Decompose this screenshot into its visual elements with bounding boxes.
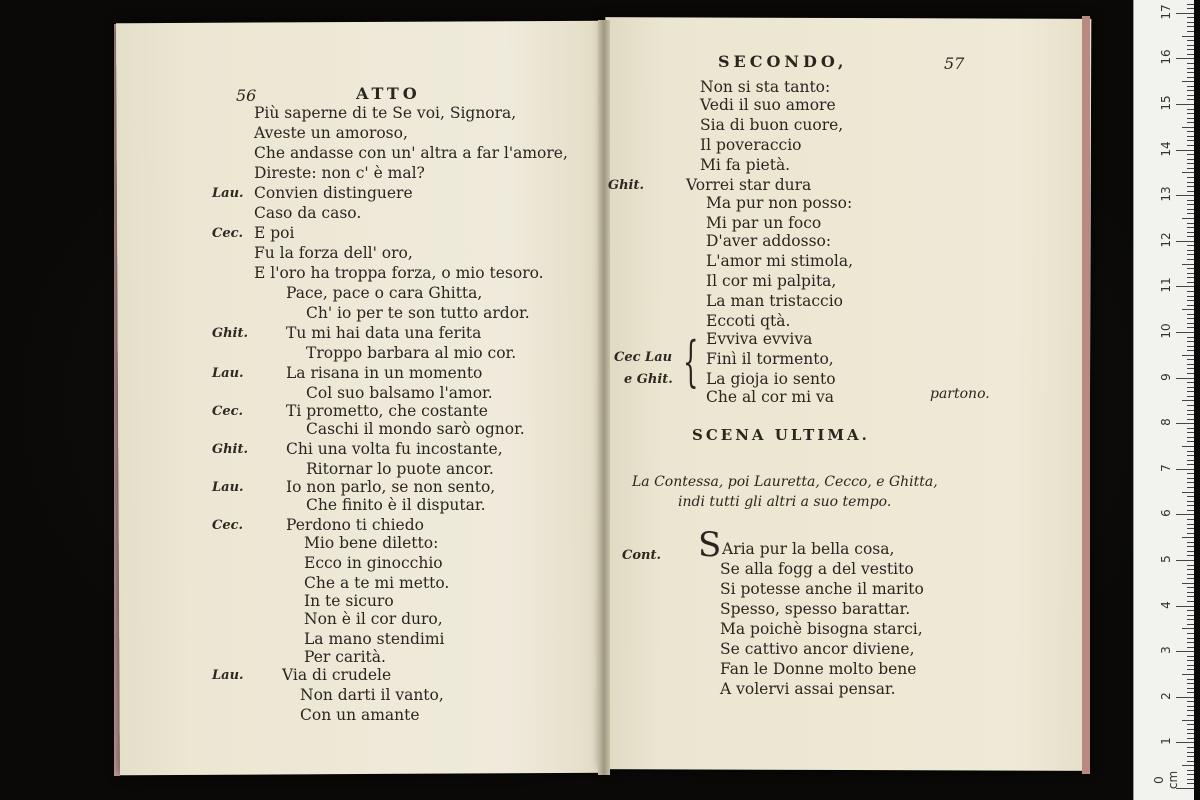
ruler-tick	[1187, 373, 1194, 374]
ruler-tick	[1176, 150, 1194, 151]
ruler-tick	[1187, 63, 1194, 64]
ruler-tick	[1187, 528, 1194, 529]
ruler-tick	[1182, 720, 1194, 721]
ruler-tick	[1187, 615, 1194, 616]
ruler-tick	[1187, 647, 1194, 648]
ruler-tick	[1182, 628, 1194, 629]
ruler-tick	[1187, 291, 1194, 292]
ruler-tick	[1187, 592, 1194, 593]
ruler-tick	[1182, 400, 1194, 401]
ruler-tick	[1187, 86, 1194, 87]
book-cover-edge-right	[1082, 16, 1090, 774]
ruler-tick	[1187, 277, 1194, 278]
ruler-label: 14	[1159, 140, 1173, 157]
ruler-tick	[1187, 551, 1194, 552]
verse-line: Per carità.	[304, 648, 386, 666]
ruler-tick	[1187, 268, 1194, 269]
ruler-tick	[1187, 455, 1194, 456]
ruler-tick	[1187, 752, 1194, 753]
ruler-tick	[1187, 396, 1194, 397]
ruler-tick	[1187, 4, 1194, 5]
ruler-tick	[1187, 341, 1194, 342]
ruler-tick	[1187, 487, 1194, 488]
ruler-tick	[1187, 72, 1194, 73]
ruler-tick	[1182, 355, 1194, 356]
ruler-tick	[1176, 651, 1194, 652]
ruler-tick	[1187, 254, 1194, 255]
ruler-tick	[1187, 250, 1194, 251]
verse-line: In te sicuro	[304, 592, 394, 610]
ruler-tick	[1187, 177, 1194, 178]
ruler-tick	[1187, 259, 1194, 260]
ruler-tick	[1187, 323, 1194, 324]
ruler-label: 7	[1159, 463, 1173, 472]
verse-line: L'amor mi stimola,	[706, 252, 854, 270]
ruler-tick	[1187, 314, 1194, 315]
ruler-label: 13	[1159, 186, 1173, 202]
ruler-tick	[1187, 227, 1194, 228]
ruler-label: 9	[1159, 372, 1173, 381]
speaker-label: Lau.	[212, 668, 244, 683]
ruler-label: 6	[1159, 509, 1173, 518]
ruler-tick	[1176, 514, 1194, 515]
aria-line: Aria pur la bella cosa,	[722, 540, 895, 558]
ruler-tick	[1187, 213, 1194, 214]
ruler-tick	[1187, 77, 1194, 78]
ruler-label: 16	[1159, 49, 1173, 66]
ruler-tick	[1187, 118, 1194, 119]
ruler-tick	[1176, 104, 1194, 105]
aria-line: Se alla fogg a del vestito	[720, 560, 914, 578]
ruler-tick	[1187, 546, 1194, 547]
ruler-label: 4	[1159, 600, 1173, 609]
ruler-tick	[1187, 610, 1194, 611]
verse-line: Io non parlo, se non sento,	[286, 478, 496, 496]
ruler-tick	[1187, 95, 1194, 96]
verse-line: Che a te mi metto.	[304, 574, 450, 592]
ruler-tick	[1187, 45, 1194, 46]
ruler-tick	[1176, 697, 1194, 698]
ruler-tick	[1182, 264, 1194, 265]
ruler-label: 1	[1159, 737, 1173, 746]
ruler-tick	[1187, 154, 1194, 155]
verse-line: Il cor mi palpita,	[706, 272, 837, 290]
ruler-tick	[1182, 583, 1194, 584]
ruler-tick	[1176, 378, 1194, 379]
ruler-tick	[1187, 113, 1194, 114]
right-page-header: SECONDO,	[718, 52, 848, 71]
ruler-tick	[1187, 555, 1194, 556]
verse-line: Caso da caso.	[254, 204, 362, 222]
ruler-tick	[1187, 524, 1194, 525]
ruler-label: 5	[1159, 555, 1173, 563]
ruler-tick	[1187, 473, 1194, 474]
speaker-label: Cec.	[212, 226, 244, 241]
ruler-tick	[1176, 58, 1194, 59]
speaker-label: Ghit.	[212, 326, 249, 341]
drop-cap: S	[698, 525, 722, 565]
scene-title: SCENA ULTIMA.	[692, 426, 870, 444]
speaker-label: Cec.	[212, 518, 244, 533]
ruler-tick	[1176, 560, 1194, 561]
verse-line: Che al cor mi va	[706, 388, 834, 406]
aria-line: Si potesse anche il marito	[720, 580, 924, 598]
verse-line: Eccoti qtà.	[706, 312, 791, 330]
ruler-tick	[1187, 729, 1194, 730]
ruler-tick	[1187, 733, 1194, 734]
ruler-tick	[1187, 519, 1194, 520]
verse-line: Mio bene diletto:	[304, 534, 439, 552]
ruler-label: 3	[1159, 646, 1173, 655]
ruler-tick	[1187, 738, 1194, 739]
verse-line: Mi fa pietà.	[700, 156, 791, 174]
ruler-tick	[1187, 761, 1194, 762]
ruler-tick	[1187, 49, 1194, 50]
ruler-tick	[1187, 282, 1194, 283]
ruler-tick	[1187, 656, 1194, 657]
aria-line: Ma poichè bisogna starci,	[720, 620, 923, 638]
verse-line: La mano stendimi	[304, 630, 445, 648]
verse-line: Perdono ti chiedo	[286, 516, 424, 534]
ruler-tick	[1187, 756, 1194, 757]
verse-line: Ma pur non posso:	[706, 194, 853, 212]
speaker-label: Cec.	[212, 404, 244, 419]
verse-line: Non si sta tanto:	[700, 78, 831, 96]
ruler-tick	[1187, 601, 1194, 602]
ruler-tick	[1187, 770, 1194, 771]
ruler-tick	[1187, 300, 1194, 301]
ruler-tick	[1187, 638, 1194, 639]
speaker-label: Ghit.	[608, 178, 645, 193]
speaker-label: Lau.	[212, 186, 244, 201]
group-speaker-label: Cec Lau	[614, 350, 673, 365]
ruler-tick	[1187, 204, 1194, 205]
ruler-tick	[1187, 432, 1194, 433]
ruler-tick	[1182, 309, 1194, 310]
ruler-tick	[1187, 574, 1194, 575]
ruler-tick	[1187, 140, 1194, 141]
ruler-tick	[1182, 36, 1194, 37]
ruler-tick	[1182, 446, 1194, 447]
ruler-tick	[1182, 172, 1194, 173]
ruler-tick	[1187, 619, 1194, 620]
verse-line: D'aver addosso:	[706, 232, 832, 250]
ruler-label: 12	[1159, 232, 1173, 248]
verse-line: Direste: non c' è mal?	[254, 164, 425, 182]
ruler-tick	[1187, 318, 1194, 319]
ruler-label: 8	[1159, 418, 1173, 427]
ruler-tick	[1187, 660, 1194, 661]
verse-line: Col suo balsamo l'amor.	[306, 384, 493, 402]
ruler-tick	[1176, 13, 1194, 14]
verse-line: Che finito è il disputar.	[306, 496, 486, 514]
aria-speaker: Cont.	[622, 548, 661, 563]
ruler-tick	[1187, 145, 1194, 146]
ruler-tick	[1187, 496, 1194, 497]
ruler-tick	[1187, 31, 1194, 32]
ruler-tick	[1176, 606, 1194, 607]
ruler-tick	[1182, 674, 1194, 675]
ruler-tick	[1187, 17, 1194, 18]
ruler-tick	[1176, 469, 1194, 470]
ruler-tick	[1187, 382, 1194, 383]
left-page-number: 56	[236, 86, 257, 105]
ruler-tick	[1187, 90, 1194, 91]
ruler-tick	[1176, 286, 1194, 287]
ruler-tick	[1187, 669, 1194, 670]
verse-line: Il poveraccio	[700, 136, 802, 154]
ruler-tick	[1187, 236, 1194, 237]
ruler-tick	[1187, 464, 1194, 465]
stage-direction: partono.	[930, 386, 990, 402]
ruler-tick	[1187, 350, 1194, 351]
ruler-tick	[1187, 54, 1194, 55]
speaker-label: Ghit.	[212, 442, 249, 457]
ruler-label: 15	[1159, 95, 1173, 111]
ruler-tick	[1187, 337, 1194, 338]
ruler-tick	[1187, 131, 1194, 132]
ruler-label: 2	[1159, 691, 1173, 700]
brace-mark: {	[683, 330, 699, 393]
ruler-tick	[1187, 482, 1194, 483]
ruler-tick	[1187, 245, 1194, 246]
ruler-tick	[1187, 327, 1194, 328]
verse-line: Ti prometto, che costante	[286, 402, 488, 420]
verse-line: Convien distinguere	[254, 184, 413, 202]
verse-line: Che andasse con un' altra a far l'amore,	[254, 144, 568, 162]
ruler-tick	[1187, 26, 1194, 27]
ruler-tick	[1182, 492, 1194, 493]
verse-line: Pace, pace o cara Ghitta,	[286, 284, 483, 302]
ruler-tick	[1182, 537, 1194, 538]
ruler-tick	[1187, 122, 1194, 123]
speaker-label: Lau.	[212, 366, 244, 381]
verse-line: Ch' io per te son tutto ardor.	[306, 304, 530, 322]
verse-line: Ecco in ginocchio	[304, 554, 443, 572]
ruler-tick	[1187, 596, 1194, 597]
ruler-tick	[1187, 633, 1194, 634]
ruler-tick	[1187, 186, 1194, 187]
ruler-tick	[1187, 346, 1194, 347]
ruler-tick	[1187, 232, 1194, 233]
ruler-tick	[1187, 701, 1194, 702]
ruler-tick	[1187, 437, 1194, 438]
ruler-label: 10	[1159, 323, 1173, 339]
ruler-tick	[1187, 428, 1194, 429]
verse-line: Vedi il suo amore	[700, 96, 836, 114]
ruler-tick	[1187, 368, 1194, 369]
aria-line: A volervi assai pensar.	[720, 680, 896, 698]
verse-line: La gioja io sento	[706, 370, 836, 388]
ruler-label: 17	[1159, 4, 1173, 20]
ruler-tick	[1187, 182, 1194, 183]
ruler-tick	[1182, 218, 1194, 219]
ruler-tick	[1187, 387, 1194, 388]
ruler-tick	[1187, 510, 1194, 511]
verse-line: Vorrei star dura	[686, 176, 812, 194]
cast-line-1: La Contessa, poi Lauretta, Cecco, e Ghitta,	[632, 474, 938, 490]
ruler-tick	[1187, 779, 1194, 780]
ruler-tick	[1187, 679, 1194, 680]
ruler-tick	[1187, 642, 1194, 643]
ruler-tick	[1187, 200, 1194, 201]
ruler-tick	[1187, 478, 1194, 479]
ruler-label: 0 cm	[1152, 770, 1180, 790]
verse-line: Mi par un foco	[706, 214, 822, 232]
ruler-tick	[1187, 419, 1194, 420]
verse-line: Sia di buon cuore,	[700, 116, 844, 134]
left-page-header: ATTO	[356, 84, 421, 103]
ruler-tick	[1187, 209, 1194, 210]
ruler-tick	[1187, 565, 1194, 566]
verse-line: Non è il cor duro,	[304, 610, 443, 628]
ruler-tick	[1187, 692, 1194, 693]
ruler-tick	[1187, 578, 1194, 579]
ruler-tick	[1187, 410, 1194, 411]
ruler-tick	[1187, 706, 1194, 707]
ruler-tick	[1176, 195, 1194, 196]
ruler-tick	[1187, 364, 1194, 365]
ruler-tick	[1187, 191, 1194, 192]
ruler-tick	[1187, 8, 1194, 9]
book-spine	[598, 20, 610, 775]
ruler-tick	[1187, 587, 1194, 588]
ruler-tick	[1187, 109, 1194, 110]
ruler-tick	[1187, 168, 1194, 169]
ruler-tick	[1187, 783, 1194, 784]
ruler-tick	[1187, 665, 1194, 666]
measuring-ruler	[1133, 0, 1194, 800]
ruler-tick	[1187, 68, 1194, 69]
ruler-tick	[1187, 391, 1194, 392]
ruler-tick	[1187, 305, 1194, 306]
ruler-tick	[1187, 414, 1194, 415]
ruler-tick	[1187, 747, 1194, 748]
group-speaker-label-2: e Ghit.	[624, 372, 673, 387]
ruler-tick	[1187, 460, 1194, 461]
speaker-label: Lau.	[212, 480, 244, 495]
right-page-number: 57	[944, 54, 965, 73]
ruler-tick	[1187, 273, 1194, 274]
verse-line: Troppo barbara al mio cor.	[306, 344, 517, 362]
ruler-tick	[1182, 81, 1194, 82]
ruler-tick	[1187, 159, 1194, 160]
ruler-tick	[1187, 40, 1194, 41]
verse-line: Con un amante	[300, 706, 420, 724]
ruler-tick	[1182, 127, 1194, 128]
verse-line: Ritornar lo puote ancor.	[306, 460, 494, 478]
ruler-tick	[1187, 22, 1194, 23]
aria-line: Se cattivo ancor diviene,	[720, 640, 915, 658]
ruler-tick	[1187, 724, 1194, 725]
ruler-tick	[1176, 241, 1194, 242]
verse-line: Non darti il vanto,	[300, 686, 444, 704]
cast-line-2: indi tutti gli altri a suo tempo.	[678, 494, 892, 510]
verse-line: La risana in un momento	[286, 364, 483, 382]
aria-line: Spesso, spesso barattar.	[720, 600, 911, 618]
ruler-tick	[1187, 359, 1194, 360]
verse-line: Evviva evviva	[706, 330, 813, 348]
verse-line: Chi una volta fu incostante,	[286, 440, 503, 458]
ruler-tick	[1187, 569, 1194, 570]
ruler-tick	[1187, 501, 1194, 502]
ruler-tick	[1187, 624, 1194, 625]
ruler-tick	[1187, 688, 1194, 689]
ruler-tick	[1187, 710, 1194, 711]
ruler-tick	[1176, 332, 1194, 333]
ruler-tick	[1187, 136, 1194, 137]
verse-line: E poi	[254, 224, 295, 242]
verse-line: Aveste un amoroso,	[254, 124, 408, 142]
ruler-tick	[1187, 451, 1194, 452]
ruler-tick	[1187, 99, 1194, 100]
ruler-tick	[1187, 774, 1194, 775]
ruler-tick	[1182, 765, 1194, 766]
verse-line: La man tristaccio	[706, 292, 843, 310]
ruler-tick	[1187, 533, 1194, 534]
verse-line: Più saperne di te Se voi, Signora,	[254, 104, 517, 122]
ruler-label: 11	[1159, 277, 1173, 294]
ruler-tick	[1176, 423, 1194, 424]
verse-line: Tu mi hai data una ferita	[286, 324, 482, 342]
verse-line: Caschi il mondo sarò ognor.	[306, 420, 525, 438]
verse-line: Finì il tormento,	[706, 350, 834, 368]
ruler-tick	[1187, 223, 1194, 224]
verse-line: Fu la forza dell' oro,	[254, 244, 413, 262]
ruler-tick	[1187, 441, 1194, 442]
ruler-tick	[1176, 742, 1194, 743]
ruler-tick	[1187, 163, 1194, 164]
ruler-tick	[1187, 715, 1194, 716]
verse-line: E l'oro ha troppa forza, o mio tesoro.	[254, 264, 544, 282]
verse-line: Via di crudele	[282, 666, 392, 684]
ruler-tick	[1187, 542, 1194, 543]
ruler-tick	[1187, 405, 1194, 406]
ruler-tick	[1187, 296, 1194, 297]
aria-line: Fan le Donne molto bene	[720, 660, 917, 678]
ruler-tick	[1187, 683, 1194, 684]
ruler-tick	[1187, 505, 1194, 506]
